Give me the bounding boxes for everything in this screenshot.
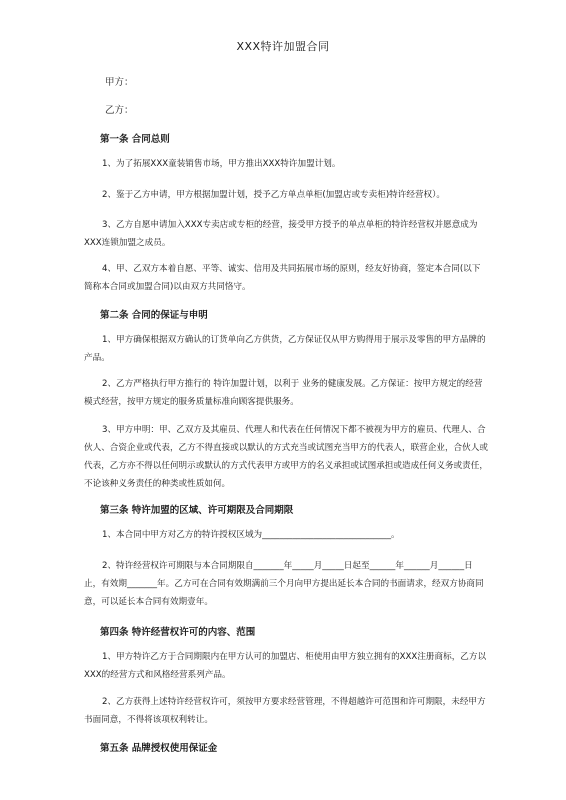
paragraph: 1、甲方确保根据双方确认的订货单向乙方供货，乙方保证仅从甲方购得用于展示及零售的甲方品牌的产品。 — [84, 335, 486, 363]
section-heading: 第四条 特许经营权许可的内容、范围 — [100, 627, 256, 638]
document-title: XXX特许加盟合同 — [236, 40, 330, 53]
section-heading: 第二条 合同的保证与申明 — [100, 310, 208, 321]
paragraph: 2、鉴于乙方申请，甲方根据加盟计划，授予乙方单点单柜(加盟店或专卖柜)特许经营权）。 — [102, 190, 446, 200]
section-heading: 第三条 特许加盟的区域、许可期限及合同期限 — [100, 505, 294, 516]
paragraph: 2、乙方严格执行甲方推行的 特许加盟计划，以利于 业务的健康发展。乙方保证：按甲方规定的经营模式经营，按甲方规定的服务质量标准向顾客提供服务。 — [84, 379, 483, 407]
section-heading: 第一条 合同总则 — [100, 134, 170, 145]
paragraph: 2、乙方获得上述特许经营权许可，须按甲方要求经营管理，不得超越许可范围和许可期限，未经甲方书面同意，不得将该项权利转让。 — [84, 697, 486, 725]
party-a-label: 甲方： — [105, 77, 134, 88]
paragraph: 3、乙方自愿申请加入XXX专卖店或专柜的经营，接受甲方授予的单点单柜的特许经营权并愿意成为XXX连锁加盟之成员。 — [84, 220, 478, 248]
paragraph: 2、特许经营权许可期限与本合同期限自_______年_____月_____日起至______年______月______日止，有效期_______年。乙方可在合同有效期满前三个月向甲方提出延长本合同的书面请求，经双方协商同意，可以延长本合同有效期壹年。 — [84, 561, 484, 607]
paragraph: 1、为了拓展XXX童装销售市场，甲方推出XXX特许加盟计划。 — [102, 159, 341, 169]
paragraph: 3、甲方申明：甲、乙双方及其雇员、代理人和代表在任何情况下都不被视为甲方的雇员、代理人、合伙人、合资企业或代表，乙方不得直接或以默认的方式充当或试图充当甲方的代表人，联营企业，合伙人或代表，乙方亦不得以任何明示或默认的方式代表甲方或甲方的名义承担或试图承担或造成任何义务或责任，不论该种义务责任的种类或性质如何。 — [84, 425, 488, 489]
paragraph: 1、本合同中甲方对乙方的特许授权区域为______________________________。 — [102, 530, 400, 540]
section-heading: 第五条 品牌授权使用保证金 — [100, 743, 218, 754]
paragraph: 4、甲、乙双方本着自愿、平等、诚实、信用及共同拓展市场的原则，经友好协商，签定本合同(以下简称本合同或加盟合同)以由双方共同恪守。 — [84, 264, 481, 292]
paragraph: 1、甲方特许乙方于合同期限内在甲方认可的加盟店、柜使用由甲方独立拥有的XXX注册商标，乙方以XXX的经营方式和风格经营系列产品。 — [84, 652, 487, 680]
party-b-label: 乙方： — [105, 105, 134, 116]
